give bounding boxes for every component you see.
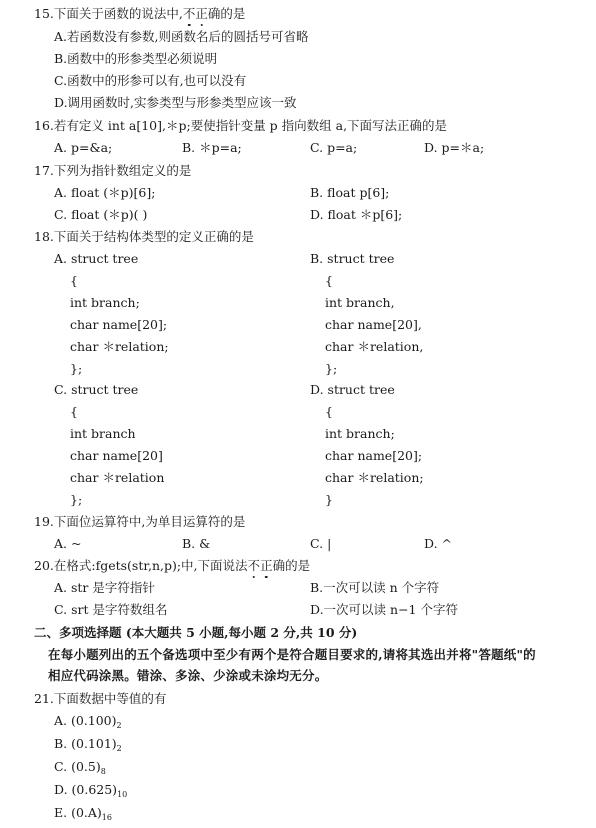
q18-option-a-line: char name[20];	[70, 317, 168, 332]
q16-option-b: B. ＊p=a;	[182, 140, 242, 155]
q18-option-d-head: D. struct tree	[310, 382, 395, 397]
q16-stem: 16.若有定义 int a[10],＊p;要使指针变量 p 指向数组 a,下面写法正确的是	[34, 118, 448, 133]
q18-option-a-line: char ＊relation;	[70, 339, 169, 354]
q19-option-d: D. ^	[424, 536, 452, 551]
q21-option-c: C. $(0.5)_8$	[54, 759, 106, 776]
q17-option-a: A. float (＊p)[6];	[54, 185, 156, 200]
q15-stem: 15.下面关于函数的说法中,不正确的是	[34, 6, 246, 21]
q21-option-a: A. $(0.100)_2$	[54, 713, 122, 730]
q21-option-d: D. $(0.625)_{10}$	[54, 782, 128, 799]
q21-stem: 21.下面数据中等值的有	[34, 691, 167, 706]
q20-option-a: A. str 是字符指针	[54, 580, 155, 595]
q18-option-d-line: }	[325, 492, 333, 507]
section-instructions: 相应代码涂黑。错涂、多涂、少涂或未涂均无分。	[48, 668, 328, 683]
q19-stem: 19.下面位运算符中,为单目运算符的是	[34, 514, 246, 529]
q18-option-c-head: C. struct tree	[54, 382, 139, 397]
q18-option-b-line: char ＊relation,	[325, 339, 424, 354]
q15-option-b: B.函数中的形参类型必须说明	[54, 51, 218, 66]
section-instructions: 在每小题列出的五个备选项中至少有两个是符合题目要求的,请将其选出并将"答题纸"的	[48, 647, 536, 662]
q17-stem: 17.下列为指针数组定义的是	[34, 163, 192, 178]
q18-option-b-line: };	[325, 361, 338, 376]
q17-option-d: D. float ＊p[6];	[310, 207, 403, 222]
q20-option-b: B.一次可以读 n 个字符	[310, 580, 440, 595]
q18-option-a-line: int branch;	[70, 295, 140, 310]
q20-stem: 20.在格式:fgets(str,n,p);中,下面说法不正确的是	[34, 558, 311, 573]
q21-option-e: E. $(0.A)_{16}$	[54, 805, 112, 822]
q18-option-b-head: B. struct tree	[310, 251, 395, 266]
q18-option-b-line: {	[325, 273, 333, 288]
q18-option-d-line: char name[20];	[325, 448, 423, 463]
q17-option-b: B. float p[6];	[310, 185, 390, 200]
q18-option-c-line: char name[20]	[70, 448, 163, 463]
q15-option-c: C.函数中的形参可以有,也可以没有	[54, 73, 247, 88]
q20-option-d: D.一次可以读 n−1 个字符	[310, 602, 458, 617]
q18-option-c-line: };	[70, 492, 83, 507]
q21-option-b: B. $(0.101)_2$	[54, 736, 122, 753]
q19-option-c: C. |	[310, 536, 332, 551]
q18-option-a-line: };	[70, 361, 83, 376]
q15-option-a: A.若函数没有参数,则函数名后的圆括号可省略	[54, 29, 309, 44]
q20-option-c: C. srt 是字符数组名	[54, 602, 168, 617]
q18-option-c-line: {	[70, 404, 78, 419]
q16-option-c: C. p=a;	[310, 140, 358, 155]
q19-option-b: B. &	[182, 536, 211, 551]
q19-option-a: A. ~	[54, 536, 82, 551]
q16-option-a: A. p=&a;	[54, 140, 113, 155]
q18-option-c-line: int branch	[70, 426, 136, 441]
q17-option-c: C. float (＊p)( )	[54, 207, 148, 222]
q18-option-d-line: char ＊relation;	[325, 470, 424, 485]
q18-option-d-line: {	[325, 404, 333, 419]
q18-stem: 18.下面关于结构体类型的定义正确的是	[34, 229, 254, 244]
q18-option-b-line: int branch,	[325, 295, 395, 310]
q18-option-c-line: char ＊relation	[70, 470, 165, 485]
section-title: 二、多项选择题 (本大题共 5 小题,每小题 2 分,共 10 分)	[34, 625, 358, 640]
q18-option-b-line: char name[20],	[325, 317, 422, 332]
q18-option-a-line: {	[70, 273, 78, 288]
q18-option-d-line: int branch;	[325, 426, 395, 441]
q18-option-a-head: A. struct tree	[54, 251, 139, 266]
q15-option-d: D.调用函数时,实参类型与形参类型应该一致	[54, 95, 297, 110]
q16-option-d: D. p=＊a;	[424, 140, 485, 155]
